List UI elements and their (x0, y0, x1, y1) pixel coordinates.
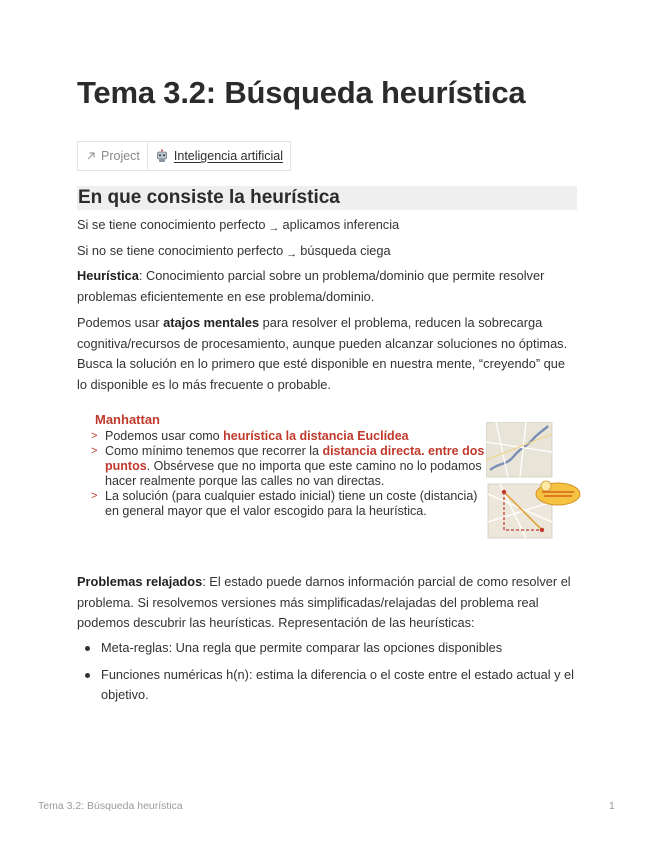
list-item-text: Funciones numéricas h(n): estima la diferencia o el coste entre el estado actual y el objetivo. (101, 666, 575, 702)
manhattan-slide-image (87, 408, 582, 554)
robot-icon (155, 149, 169, 163)
term-relajados: Problemas relajados (77, 574, 203, 589)
heuristic-representation-list (77, 638, 577, 712)
bullet-dot-icon (85, 673, 90, 678)
list-item (77, 638, 577, 659)
property-row (77, 141, 291, 171)
slide-text: . Obsérvese que no importa que este camino no lo podamos hacer realmente porque las calles no van directas. (105, 459, 482, 488)
chevron-right-icon: > (91, 445, 98, 457)
text-heuristica: : Conocimiento parcial sobre un problema/dominio que permite resolver problemas eficientemente en ese problema/dominio. (77, 268, 545, 304)
map-thumbnails-image (486, 422, 582, 540)
property-key (78, 142, 148, 170)
slide-text: La solución (para cualquier estado inicial) tiene un coste (distancia) en general mayor que el valor escogido para la heurística. (105, 489, 478, 518)
slide-text: Como mínimo tenemos que recorrer la (105, 444, 323, 458)
bullet-dot-icon (85, 646, 90, 651)
text-relajados: : El estado puede darnos información parcial de como resolver el problema. Si resolvemos versiones más simplificadas/relajadas del problema real podemos descubrir las heurísticas. Representación de las heurísticas: (77, 574, 571, 630)
term-atajos: atajos mentales (163, 315, 260, 330)
page-number: 1 (609, 800, 615, 812)
paragraph-atajos (77, 313, 577, 395)
slide-highlight: heurística la distancia Euclídea (223, 429, 409, 443)
paragraph-heuristica (77, 266, 577, 307)
term-heuristica: Heurística (77, 268, 139, 283)
page-title: Tema 3.2: Búsqueda heurística (77, 75, 526, 110)
line1-a: Si se tiene conocimiento perfecto (77, 217, 266, 232)
slide-bullet (91, 429, 489, 444)
line1-b: aplicamos inferencia (282, 217, 400, 232)
footer-title: Tema 3.2: Búsqueda heurística (38, 800, 183, 812)
property-key-label: Project (101, 149, 140, 163)
atajos-pre: Podemos usar (77, 315, 164, 330)
slide-bullet (91, 444, 489, 489)
chevron-right-icon: > (91, 430, 98, 442)
slide-title: Manhattan (95, 412, 160, 427)
paragraph-inference (77, 215, 577, 237)
project-link[interactable] (148, 142, 290, 170)
arrow-up-right-icon (86, 151, 96, 161)
project-link-label[interactable]: Inteligencia artificial (173, 149, 283, 163)
paragraph-search (77, 241, 577, 263)
slide-bullet-list (91, 429, 489, 519)
line2-b: búsqueda ciega (300, 243, 391, 258)
text-atajos: para resolver el problema, reducen la sobrecarga cognitiva/recursos de procesamiento, aunque pueden alcanzar soluciones no óptimas. Busca la solución en lo primero que esté disponible en nuestra mente, “creyendo” que lo disponible es lo más frecuente o probable. (77, 315, 568, 392)
arrow-right-icon: → (268, 222, 280, 234)
slide-highlight: distancia directa. entre dos puntos (105, 444, 485, 473)
chevron-right-icon: > (91, 490, 98, 502)
paragraph-relajados (77, 572, 577, 634)
list-item-text: Meta-reglas: Una regla que permite comparar las opciones disponibles (101, 640, 503, 655)
arrow-right-icon: → (286, 248, 298, 260)
list-item (77, 665, 577, 706)
slide-bullet (91, 489, 489, 519)
line2-a: Si no se tiene conocimiento perfecto (77, 243, 284, 258)
section-heading: En que consiste la heurística (77, 186, 577, 210)
slide-text: Podemos usar como (105, 429, 224, 443)
